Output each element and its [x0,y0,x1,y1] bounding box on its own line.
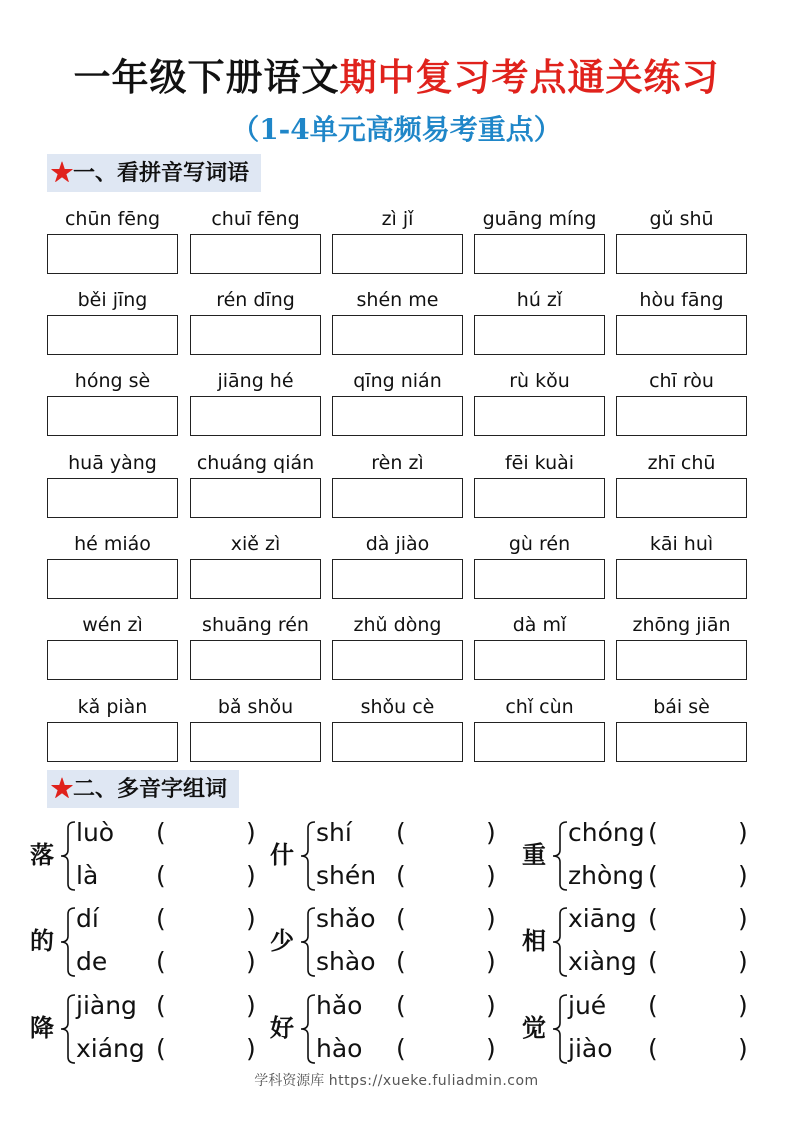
polyphone-line [76,986,272,1026]
answer-close-paren: ) [486,947,496,976]
reading-pinyin: xiāng [568,904,637,933]
pinyin-label: rén dīng [216,289,295,311]
answer-box[interactable] [332,315,463,355]
pinyin-label: guāng míng [482,208,597,230]
polyphone-line [316,986,512,1026]
answer-box[interactable] [474,315,605,355]
pinyin-label: bái sè [653,696,710,718]
answer-box[interactable] [47,315,178,355]
reading-pinyin: jiào [568,1034,613,1063]
answer-open-paren: ( [648,861,658,890]
pinyin-cell [616,529,747,599]
reading-pinyin: xiáng [76,1034,145,1063]
pinyin-label: xiě zì [230,533,281,555]
answer-box[interactable] [190,234,321,274]
answer-box[interactable] [190,722,321,762]
answer-close-paren: ) [738,861,748,890]
answer-box[interactable] [474,234,605,274]
answer-close-paren: ) [246,1034,256,1063]
pinyin-cell [332,529,463,599]
section-heading-label: 二、多音字组词 [73,776,228,802]
answer-open-paren: ( [648,904,658,933]
polyphone-line [316,942,512,982]
answer-open-paren: ( [156,904,166,933]
pinyin-cell [474,204,605,274]
answer-close-paren: ) [486,861,496,890]
answer-box[interactable] [616,559,747,599]
answer-box[interactable] [332,640,463,680]
answer-box[interactable] [616,234,747,274]
pinyin-label: chǐ cùn [505,696,574,718]
answer-open-paren: ( [156,1034,166,1063]
answer-box[interactable] [332,396,463,436]
pinyin-cell [474,285,605,355]
answer-open-paren: ( [396,818,406,847]
pinyin-label: gǔ shū [649,208,714,230]
page-subtitle: （1-4单元高频易考重点） [231,113,562,146]
reading-pinyin: shào [316,947,376,976]
pinyin-cell [332,692,463,762]
polyphone-group [522,986,762,1072]
answer-open-paren: ( [396,1034,406,1063]
polyphone-group [522,899,762,985]
pinyin-cell [616,285,747,355]
answer-close-paren: ) [246,947,256,976]
pinyin-label: dà mǐ [512,614,567,636]
answer-box[interactable] [616,315,747,355]
pinyin-cell [47,366,178,436]
answer-box[interactable] [616,396,747,436]
answer-box[interactable] [190,640,321,680]
polyphone-line [316,899,512,939]
reading-pinyin: hǎo [316,991,363,1020]
pinyin-cell [332,204,463,274]
section-heading-pinyin [47,154,261,192]
answer-box[interactable] [616,722,747,762]
answer-open-paren: ( [156,861,166,890]
answer-box[interactable] [47,559,178,599]
answer-box[interactable] [474,640,605,680]
polyphone-char: 落 [30,840,54,869]
reading-pinyin: jiàng [76,991,137,1020]
pinyin-cell [190,448,321,518]
reading-pinyin: là [76,861,99,890]
answer-box[interactable] [190,559,321,599]
pinyin-label: shuāng rén [202,614,309,636]
polyphone-char: 重 [522,840,546,869]
section-heading-polyphone [47,770,239,808]
pinyin-label: rù kǒu [509,370,570,392]
answer-close-paren: ) [738,947,748,976]
title-part-red: 期中复习考点通关练习 [339,55,720,99]
pinyin-label: jiāng hé [217,370,294,392]
pinyin-cell [190,285,321,355]
answer-open-paren: ( [396,861,406,890]
polyphone-line [568,813,764,853]
answer-box[interactable] [474,396,605,436]
polyphone-line [316,1029,512,1069]
pinyin-cell [332,285,463,355]
pinyin-cell [190,692,321,762]
answer-close-paren: ) [486,904,496,933]
polyphone-char: 的 [30,926,54,955]
pinyin-label: qīng nián [353,370,442,392]
pinyin-label: kāi huì [649,533,714,555]
answer-box[interactable] [616,478,747,518]
answer-close-paren: ) [486,1034,496,1063]
answer-open-paren: ( [156,991,166,1020]
pinyin-cell [616,448,747,518]
answer-open-paren: ( [396,991,406,1020]
footer-url: https://xueke.fuliadmin.com [328,1073,539,1089]
polyphone-line [316,813,512,853]
answer-close-paren: ) [246,818,256,847]
pinyin-label: hé miáo [74,533,151,555]
answer-close-paren: ) [738,991,748,1020]
polyphone-line [568,942,764,982]
polyphone-line [568,899,764,939]
star-icon: ★ [51,776,74,802]
title-part-black: 一年级下册语文 [73,55,340,99]
pinyin-cell [47,285,178,355]
reading-pinyin: hào [316,1034,363,1063]
answer-box[interactable] [190,396,321,436]
star-icon: ★ [51,160,74,186]
pinyin-cell [616,610,747,680]
pinyin-cell [47,692,178,762]
pinyin-label: rèn zì [371,452,424,474]
answer-box[interactable] [474,478,605,518]
polyphone-line [76,942,272,982]
polyphone-line [316,856,512,896]
polyphone-line [568,856,764,896]
answer-box[interactable] [47,722,178,762]
polyphone-line [568,986,764,1026]
section-heading-label: 一、看拼音写词语 [73,160,250,186]
polyphone-line [76,856,272,896]
reading-pinyin: jué [568,991,607,1020]
pinyin-cell [190,204,321,274]
pinyin-label: dà jiào [365,533,430,555]
pinyin-label: zhī chū [647,452,716,474]
pinyin-cell [474,610,605,680]
answer-open-paren: ( [396,947,406,976]
pinyin-label: zhǔ dòng [353,614,442,636]
pinyin-cell [616,692,747,762]
polyphone-line [76,899,272,939]
answer-open-paren: ( [648,818,658,847]
polyphone-group [522,813,762,899]
answer-close-paren: ) [738,818,748,847]
reading-pinyin: shǎo [316,904,376,933]
answer-box[interactable] [332,234,463,274]
polyphone-group [30,899,270,985]
pinyin-cell [616,204,747,274]
answer-close-paren: ) [738,1034,748,1063]
pinyin-cell [474,366,605,436]
reading-pinyin: de [76,947,108,976]
pinyin-cell [616,366,747,436]
pinyin-label: wén zì [82,614,143,636]
polyphone-group [30,813,270,899]
answer-box[interactable] [47,478,178,518]
answer-close-paren: ) [486,818,496,847]
polyphone-line [568,1029,764,1069]
pinyin-label: kǎ piàn [77,696,148,718]
pinyin-cell [332,610,463,680]
answer-box[interactable] [47,234,178,274]
reading-pinyin: luò [76,818,115,847]
pinyin-label: hòu fāng [639,289,724,311]
answer-open-paren: ( [156,947,166,976]
answer-close-paren: ) [246,991,256,1020]
pinyin-label: shǒu cè [360,696,435,718]
answer-box[interactable] [332,722,463,762]
pinyin-label: chuáng qián [196,452,315,474]
pinyin-label: bǎ shǒu [217,696,294,718]
answer-box[interactable] [47,396,178,436]
pinyin-label: shén me [356,289,439,311]
polyphone-char: 降 [30,1013,54,1042]
polyphone-char: 少 [270,926,294,955]
polyphone-char: 觉 [522,1013,546,1042]
reading-pinyin: shí [316,818,352,847]
pinyin-label: chūn fēng [64,208,161,230]
footer-watermark [0,1070,793,1090]
pinyin-cell [190,366,321,436]
polyphone-line [76,813,272,853]
answer-open-paren: ( [156,818,166,847]
answer-box[interactable] [616,640,747,680]
answer-box[interactable] [474,722,605,762]
page-title [0,52,793,102]
pinyin-label: chī ròu [649,370,714,392]
pinyin-label: gù rén [508,533,571,555]
polyphone-group [270,986,510,1072]
pinyin-label: zhōng jiān [632,614,731,636]
pinyin-cell [474,448,605,518]
polyphone-char: 好 [270,1013,294,1042]
pinyin-cell [474,692,605,762]
pinyin-cell [47,204,178,274]
pinyin-label: zì jǐ [381,208,414,230]
answer-box[interactable] [47,640,178,680]
reading-pinyin: shén [316,861,377,890]
reading-pinyin: zhòng [568,861,644,890]
pinyin-label: hóng sè [74,370,151,392]
polyphone-group [270,899,510,985]
answer-open-paren: ( [396,904,406,933]
footer-label: 学科资源库 [254,1073,325,1089]
answer-close-paren: ) [246,861,256,890]
answer-open-paren: ( [648,991,658,1020]
reading-pinyin: chóng [568,818,645,847]
answer-close-paren: ) [738,904,748,933]
pinyin-label: běi jīng [77,289,148,311]
pinyin-label: chuī fēng [211,208,300,230]
polyphone-char: 相 [522,926,546,955]
polyphone-char: 什 [270,840,294,869]
answer-box[interactable] [190,478,321,518]
polyphone-group [30,986,270,1072]
pinyin-cell [332,448,463,518]
answer-close-paren: ) [246,904,256,933]
answer-box[interactable] [190,315,321,355]
answer-box[interactable] [474,559,605,599]
pinyin-cell [190,529,321,599]
pinyin-cell [332,366,463,436]
reading-pinyin: dí [76,904,99,933]
pinyin-label: huā yàng [68,452,157,474]
pinyin-cell [47,610,178,680]
polyphone-group [270,813,510,899]
pinyin-cell [47,448,178,518]
answer-open-paren: ( [648,1034,658,1063]
pinyin-label: hú zǐ [516,289,563,311]
pinyin-cell [474,529,605,599]
polyphone-line [76,1029,272,1069]
pinyin-label: fēi kuài [504,452,575,474]
pinyin-cell [47,529,178,599]
answer-box[interactable] [332,559,463,599]
pinyin-cell [190,610,321,680]
answer-box[interactable] [332,478,463,518]
answer-open-paren: ( [648,947,658,976]
answer-close-paren: ) [486,991,496,1020]
reading-pinyin: xiàng [568,947,637,976]
